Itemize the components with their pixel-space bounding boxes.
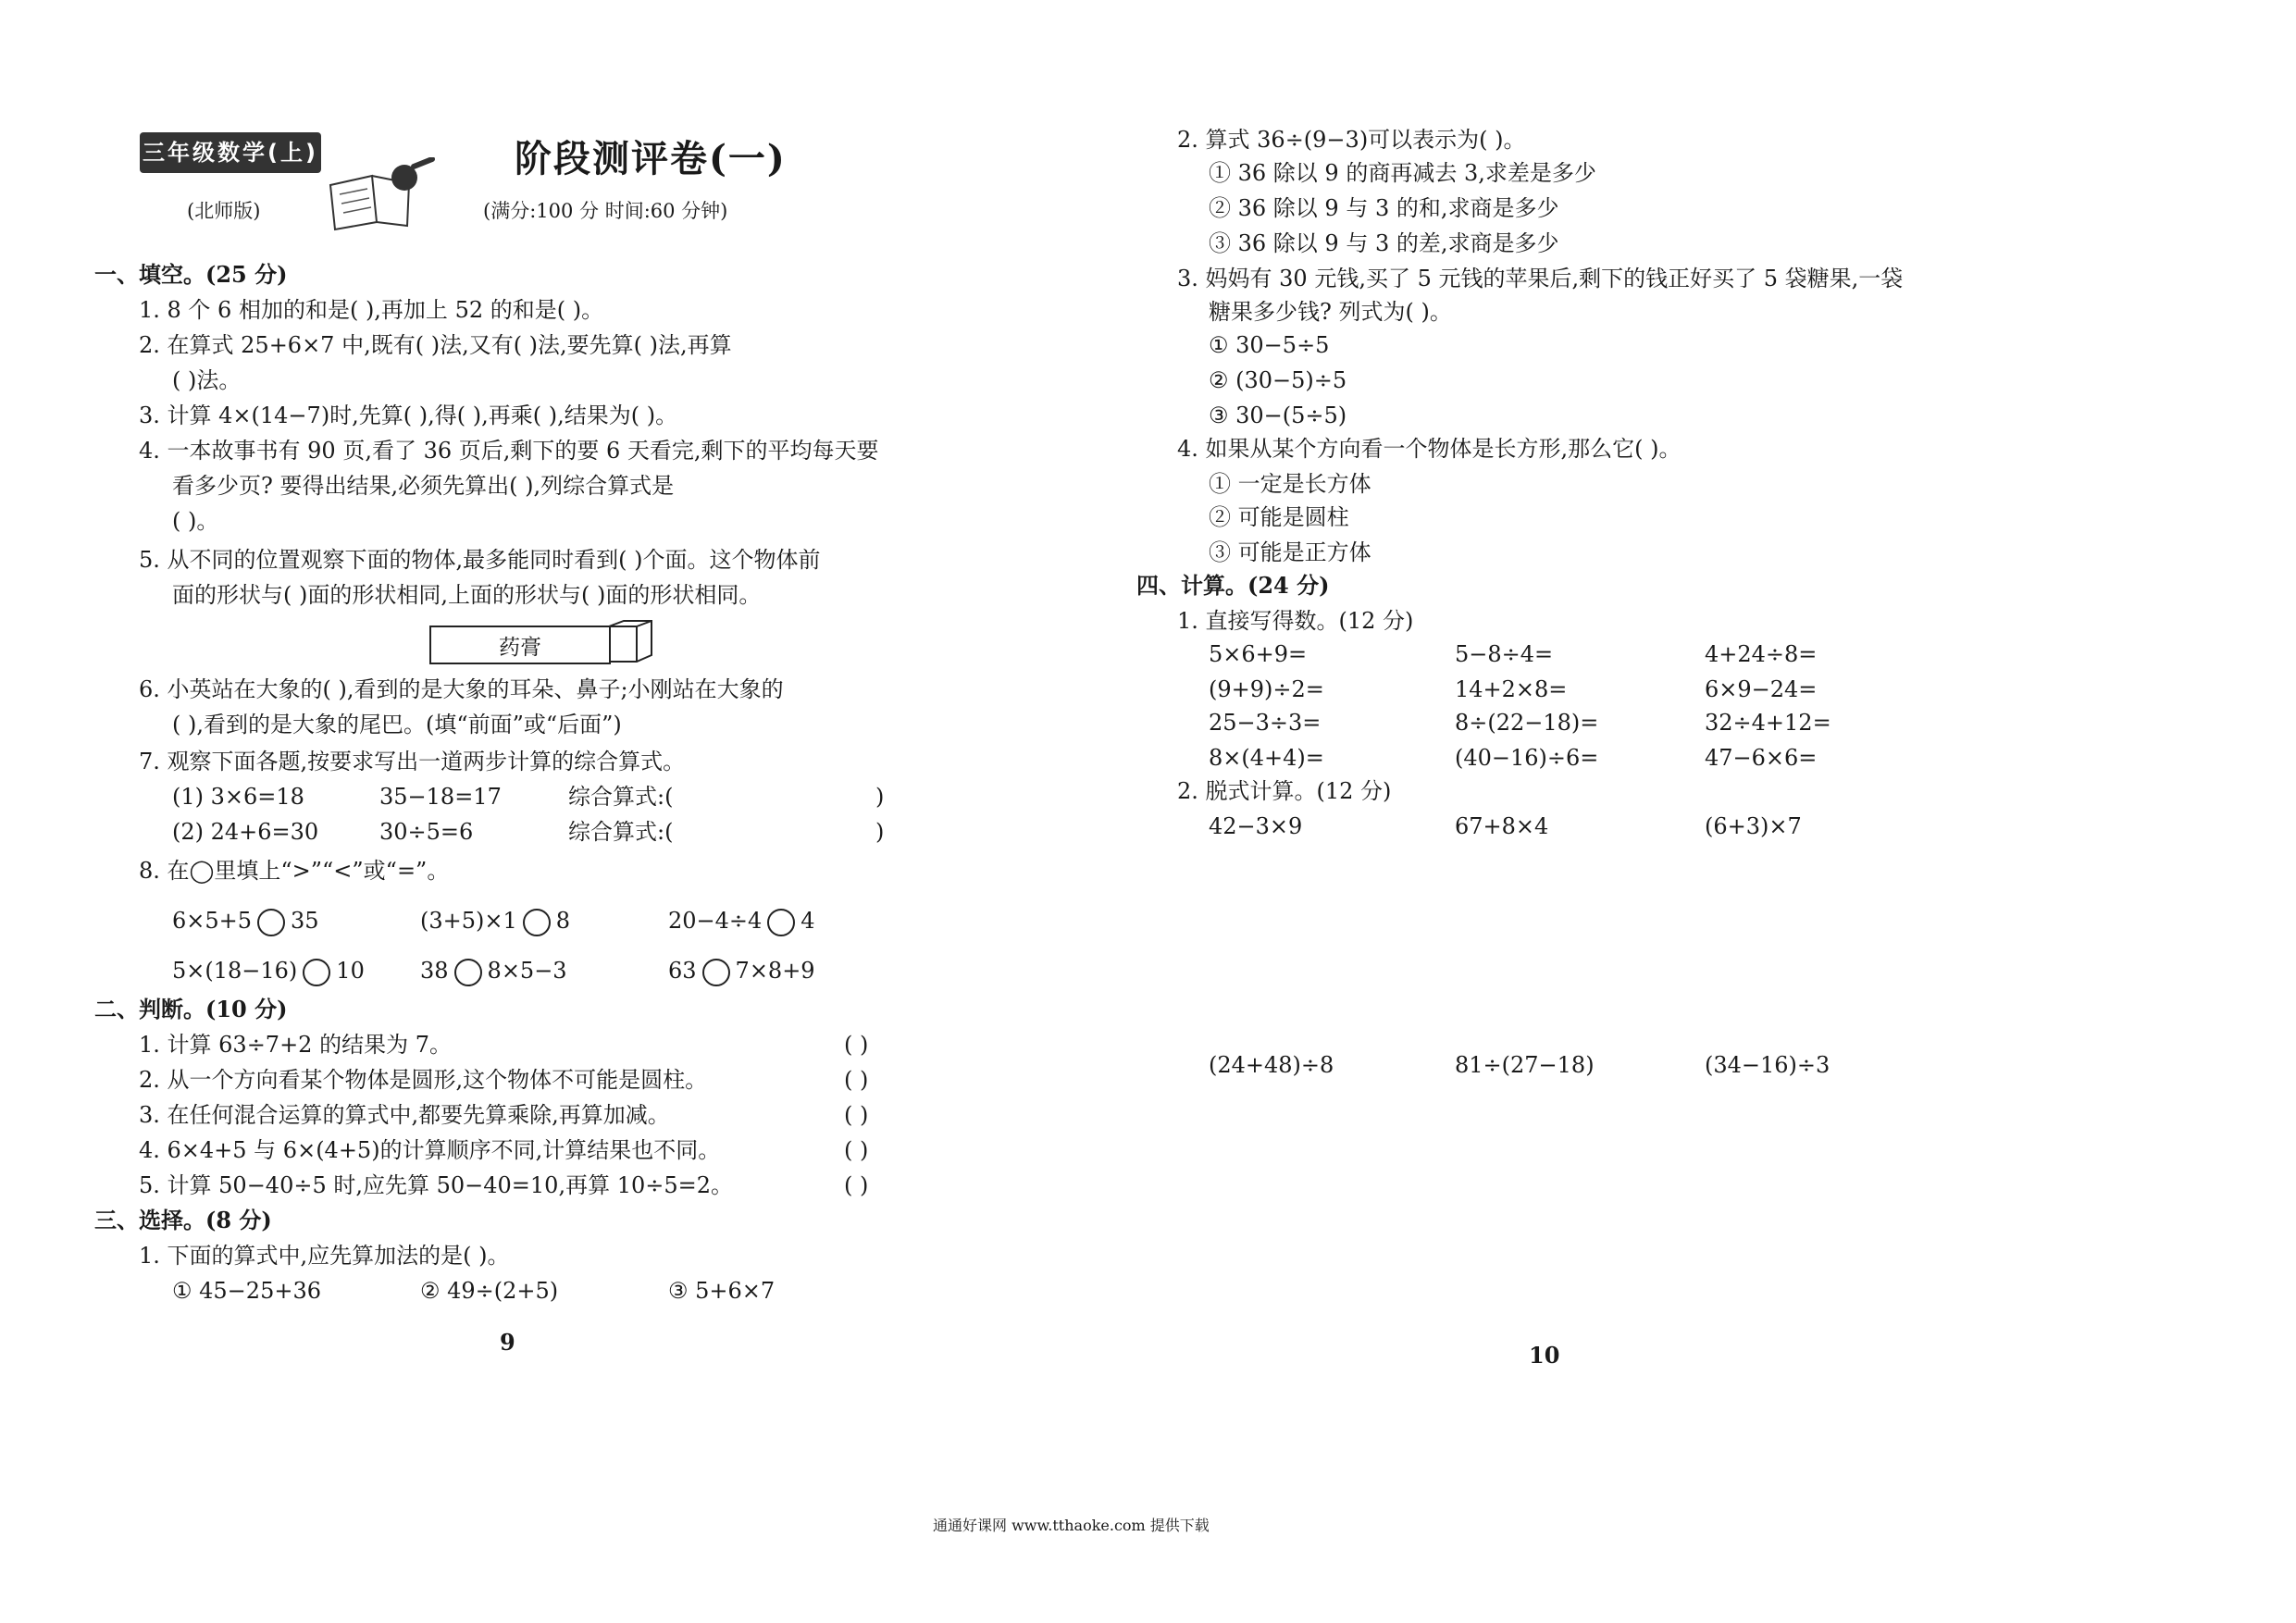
calc-r3-c3: 32÷4+12= — [1705, 710, 1831, 736]
q7-row1-d: ) — [875, 784, 885, 810]
s3-q1: 1. 下面的算式中,应先算加法的是( )。 — [139, 1243, 510, 1269]
reading-book-icon — [326, 157, 437, 231]
ointment-box-label: 药膏 — [429, 626, 611, 664]
step-r2-c3: (34−16)÷3 — [1705, 1052, 1831, 1078]
q8-r2-c1-left: 5×(18−16) — [172, 958, 298, 984]
q8-r2-c3-right: 7×8+9 — [735, 958, 815, 984]
s2-item-2: 2. 从一个方向看某个物体是圆形,这个物体不可能是圆柱。 — [139, 1067, 708, 1093]
s3-q4-opt-1: ① 一定是长方体 — [1209, 471, 1371, 497]
q8-r2-c2-left: 38 — [420, 958, 449, 984]
s3-q2-opt-2: ② 36 除以 9 与 3 的和,求商是多少 — [1209, 195, 1559, 221]
s1-q2-line2: ( )法。 — [172, 367, 242, 393]
step-r2-c1: (24+48)÷8 — [1209, 1052, 1334, 1078]
calc-r2-c2: 14+2×8= — [1455, 676, 1568, 702]
paper-subtitle: (满分:100 分 时间:60 分钟) — [483, 200, 728, 222]
q8-r1-c3-left: 20−4÷4 — [668, 908, 763, 934]
judge-paren-2[interactable]: ( ) — [844, 1067, 869, 1093]
step-r2-c2: 81÷(27−18) — [1455, 1052, 1595, 1078]
calc-r1-c1: 5×6+9= — [1209, 641, 1308, 667]
q8-r1-c3 — [668, 907, 815, 936]
s1-q7: 7. 观察下面各题,按要求写出一道两步计算的综合算式。 — [139, 749, 686, 774]
s2-item-3: 3. 在任何混合运算的算式中,都要先算乘除,再算加减。 — [139, 1102, 670, 1128]
s4-q1: 1. 直接写得数。(12 分) — [1177, 608, 1414, 634]
q8-r2-c2 — [420, 957, 567, 986]
section-2-heading: 二、判断。(10 分) — [94, 996, 288, 1022]
s3-q3-opt-3: ③ 30−(5÷5) — [1209, 403, 1347, 428]
s1-q4-line2: 看多少页? 要得出结果,必须先算出( ),列综合算式是 — [172, 473, 675, 499]
s2-item-4: 4. 6×4+5 与 6×(4+5)的计算顺序不同,计算结果也不同。 — [139, 1137, 721, 1163]
s3-q4: 4. 如果从某个方向看一个物体是长方形,那么它( )。 — [1177, 436, 1682, 462]
s3-q4-opt-2: ② 可能是圆柱 — [1209, 504, 1349, 530]
compare-circle[interactable] — [702, 959, 730, 986]
q7-row2-c: 综合算式:( — [568, 819, 674, 845]
judge-paren-5[interactable]: ( ) — [844, 1172, 869, 1198]
s3-q3-opt-2: ② (30−5)÷5 — [1209, 367, 1347, 393]
q8-r2-c1-right: 10 — [336, 958, 365, 984]
calc-r4-c2: (40−16)÷6= — [1455, 745, 1599, 771]
ointment-box-figure — [429, 620, 653, 664]
s2-item-1: 1. 计算 63÷7+2 的结果为 7。 — [139, 1032, 452, 1058]
section-3-heading: 三、选择。(8 分) — [94, 1207, 272, 1233]
s3-q2: 2. 算式 36÷(9−3)可以表示为( )。 — [1177, 127, 1526, 153]
s3-q1-opt-1: ① 45−25+36 — [172, 1278, 321, 1304]
q7-row2-b: 30÷5=6 — [379, 819, 474, 845]
q8-r1-c2-right: 8 — [555, 908, 571, 934]
s2-item-5: 5. 计算 50−40÷5 时,应先算 50−40=10,再算 10÷5=2。 — [139, 1172, 733, 1198]
q7-row1-c: 综合算式:( — [568, 784, 674, 810]
compare-circle[interactable] — [454, 959, 482, 986]
q8-r2-c2-right: 8×5−3 — [487, 958, 567, 984]
s3-q1-opt-2: ② 49÷(2+5) — [420, 1278, 559, 1304]
judge-paren-4[interactable]: ( ) — [844, 1137, 869, 1163]
q7-row2-d: ) — [875, 819, 885, 845]
calc-r4-c1: 8×(4+4)= — [1209, 745, 1324, 771]
s1-q6-line1: 6. 小英站在大象的( ),看到的是大象的耳朵、鼻子;小刚站在大象的 — [139, 676, 784, 702]
q8-r1-c3-right: 4 — [800, 908, 815, 934]
calc-r3-c2: 8÷(22−18)= — [1455, 710, 1599, 736]
calc-r2-c3: 6×9−24= — [1705, 676, 1818, 702]
step-r1-c1: 42−3×9 — [1209, 813, 1303, 839]
s3-q2-opt-3: ③ 36 除以 9 与 3 的差,求商是多少 — [1209, 230, 1559, 256]
q7-row1-a: (1) 3×6=18 — [172, 784, 304, 810]
page-number-right: 10 — [1529, 1342, 1560, 1369]
s3-q4-opt-3: ③ 可能是正方体 — [1209, 539, 1371, 565]
q8-r1-c2-left: (3+5)×1 — [420, 908, 517, 934]
q8-r1-c1 — [172, 907, 319, 936]
step-r1-c2: 67+8×4 — [1455, 813, 1549, 839]
q8-r1-c2 — [420, 907, 570, 936]
compare-circle[interactable] — [767, 909, 795, 936]
q7-row1-b: 35−18=17 — [379, 784, 502, 810]
s1-q2-line1: 2. 在算式 25+6×7 中,既有( )法,又有( )法,要先算( )法,再算 — [139, 332, 732, 358]
q8-r2-c1 — [172, 957, 365, 986]
calc-r1-c3: 4+24÷8= — [1705, 641, 1818, 667]
q8-r2-c3 — [668, 957, 815, 986]
grade-badge-text: 三年级数学(上) — [143, 140, 318, 166]
step-r1-c3: (6+3)×7 — [1705, 813, 1802, 839]
paper-title: 阶段测评卷(一) — [515, 137, 787, 180]
grade-badge — [140, 132, 321, 173]
s1-q4-line1: 4. 一本故事书有 90 页,看了 36 页后,剩下的要 6 天看完,剩下的平均每天要 — [139, 438, 879, 464]
compare-circle[interactable] — [303, 959, 330, 986]
s1-q3: 3. 计算 4×(14−7)时,先算( ),得( ),再乘( ),结果为( )。 — [139, 403, 678, 428]
q8-r1-c1-left: 6×5+5 — [172, 908, 253, 934]
s3-q3-opt-1: ① 30−5÷5 — [1209, 332, 1330, 358]
s1-q8: 8. 在◯里填上“>”“<”或“=”。 — [139, 858, 450, 884]
s3-q1-opt-3: ③ 5+6×7 — [668, 1278, 776, 1304]
page-number-left: 9 — [500, 1329, 515, 1356]
s1-q6-line2: ( ),看到的是大象的尾巴。(填“前面”或“后面”) — [172, 712, 622, 737]
compare-circle[interactable] — [523, 909, 551, 936]
s3-q3-line1: 3. 妈妈有 30 元钱,买了 5 元钱的苹果后,剩下的钱正好买了 5 袋糖果,一袋 — [1177, 266, 1904, 291]
s4-q2: 2. 脱式计算。(12 分) — [1177, 778, 1392, 804]
q8-r2-c3-left: 63 — [668, 958, 697, 984]
edition-label: (北师版) — [187, 200, 261, 222]
s1-q1: 1. 8 个 6 相加的和是( ),再加上 52 的和是( )。 — [139, 297, 604, 323]
s1-q5-line2: 面的形状与( )面的形状相同,上面的形状与( )面的形状相同。 — [172, 582, 762, 608]
calc-r2-c1: (9+9)÷2= — [1209, 676, 1324, 702]
footer-credit: 通通好课网 www.tthaoke.com 提供下载 — [933, 1517, 1210, 1534]
calc-r1-c2: 5−8÷4= — [1455, 641, 1554, 667]
judge-paren-1[interactable]: ( ) — [844, 1032, 869, 1058]
s1-q4-line3: ( )。 — [172, 508, 219, 534]
q7-row2-a: (2) 24+6=30 — [172, 819, 319, 845]
s3-q3-line2: 糖果多少钱? 列式为( )。 — [1209, 299, 1452, 325]
q8-r1-c1-right: 35 — [291, 908, 319, 934]
s1-q5-line1: 5. 从不同的位置观察下面的物体,最多能同时看到( )个面。这个物体前 — [139, 547, 821, 573]
calc-r3-c1: 25−3÷3= — [1209, 710, 1322, 736]
judge-paren-3[interactable]: ( ) — [844, 1102, 869, 1128]
section-1-heading: 一、填空。(25 分) — [94, 261, 288, 288]
section-4-heading: 四、计算。(24 分) — [1136, 572, 1330, 599]
compare-circle[interactable] — [257, 909, 285, 936]
calc-r4-c3: 47−6×6= — [1705, 745, 1818, 771]
s3-q2-opt-1: ① 36 除以 9 的商再减去 3,求差是多少 — [1209, 160, 1596, 186]
